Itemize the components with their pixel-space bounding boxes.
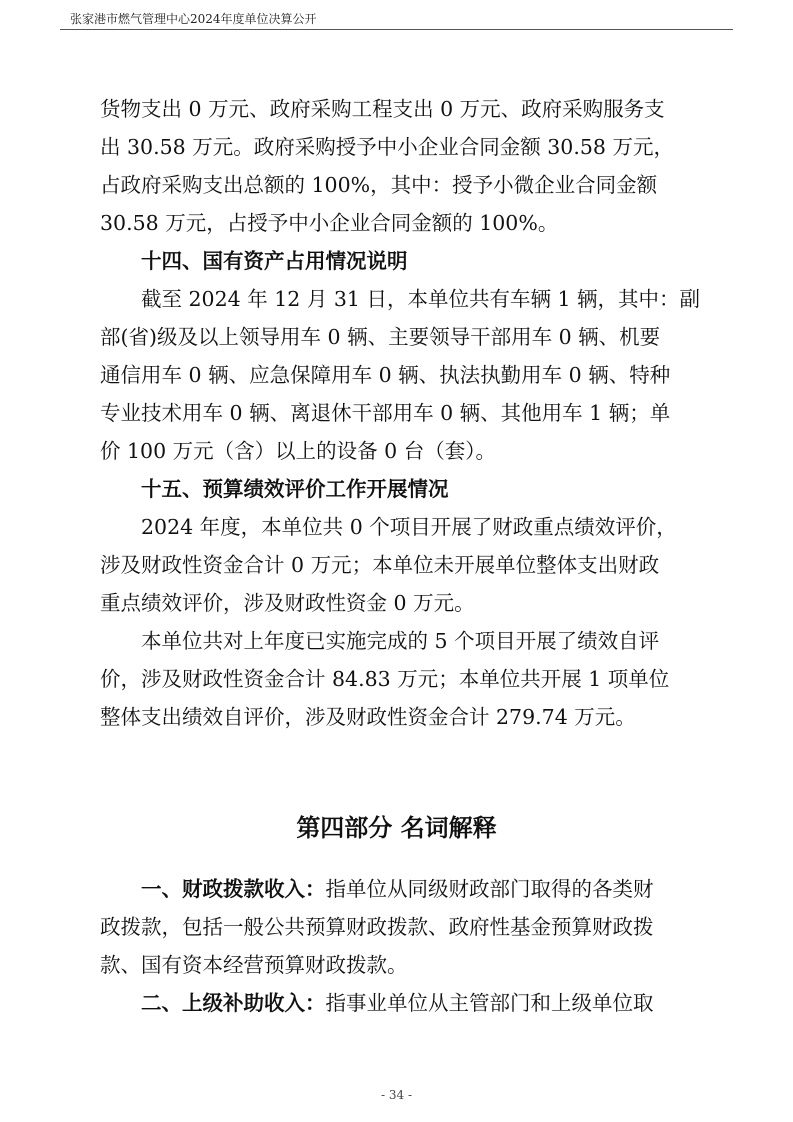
page-header: 张家港市燃气管理中心2024年度单位决算公开 <box>70 12 317 26</box>
text-line: 出 30.58 万元。政府采购授予中小企业合同金额 30.58 万元， <box>100 135 674 159</box>
text-line: 专业技术用车 0 辆、离退休干部用车 0 辆、其他用车 1 辆；单 <box>100 401 671 425</box>
text-line: 通信用车 0 辆、应急保障用车 0 辆、执法执勤用车 0 辆、特种 <box>100 363 671 387</box>
text-line: 占政府采购支出总额的 100%，其中：授予小微企业合同金额 <box>100 173 658 197</box>
term-label: 二、上级补助收入： <box>141 991 326 1015</box>
term-label: 一、财政拨款收入： <box>141 877 326 901</box>
text-line: 截至 2024 年 12 月 31 日，本单位共有车辆 1 辆，其中：副 <box>141 287 701 311</box>
text-line: 货物支出 0 万元、政府采购工程支出 0 万元、政府采购服务支 <box>100 97 665 121</box>
text-line: 涉及财政性资金合计 0 万元；本单位未开展单位整体支出财政 <box>100 553 660 577</box>
glossary-item-1 <box>100 870 698 908</box>
term-definition: 指单位从同级财政部门取得的各类财 <box>325 877 654 901</box>
part4-title: 第四部分 名词解释 <box>296 813 497 842</box>
text-line: 价 100 万元（含）以上的设备 0 台（套）。 <box>100 439 496 463</box>
text-line: 部(省)级及以上领导用车 0 辆、主要领导干部用车 0 辆、机要 <box>100 325 661 349</box>
term-definition: 指事业单位从主管部门和上级单位取 <box>325 991 654 1015</box>
text-line: 2024 年度，本单位共 0 个项目开展了财政重点绩效评价， <box>141 515 677 539</box>
glossary <box>100 870 698 1022</box>
header-rule <box>60 29 733 30</box>
text-line: 本单位共对上年度已实施完成的 5 个项目开展了绩效自评 <box>141 629 660 653</box>
heading-14: 十四、国有资产占用情况说明 <box>141 249 408 273</box>
document-body <box>100 90 701 736</box>
text-line: 重点绩效评价，涉及财政性资金 0 万元。 <box>100 591 475 615</box>
text-line: 价，涉及财政性资金合计 84.83 万元；本单位共开展 1 项单位 <box>100 667 670 691</box>
text-line: 款、国有资本经营预算财政拨款。 <box>100 953 408 977</box>
text-line: 30.58 万元，占授予中小企业合同金额的 100%。 <box>100 211 559 235</box>
page-number: - 34 - <box>380 1088 412 1102</box>
text-line: 政拨款，包括一般公共预算财政拨款、政府性基金预算财政拨 <box>100 915 654 939</box>
heading-15: 十五、预算绩效评价工作开展情况 <box>141 477 449 501</box>
glossary-item-2 <box>100 984 698 1022</box>
text-line: 整体支出绩效自评价，涉及财政性资金合计 279.74 万元。 <box>100 705 636 729</box>
